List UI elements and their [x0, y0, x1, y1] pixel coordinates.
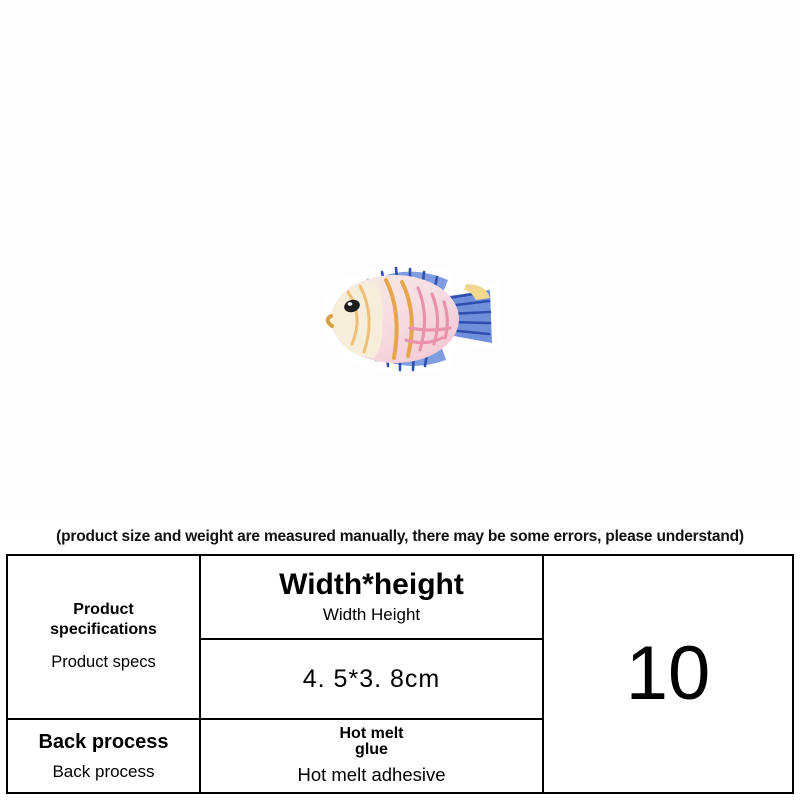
quantity-column — [544, 556, 792, 792]
spec-value-column — [201, 556, 544, 792]
fish-patch-svg — [290, 240, 510, 410]
spec-table — [6, 554, 794, 794]
back-process-value-translation: Hot melt adhesive — [297, 764, 446, 785]
spec-label-column — [8, 556, 201, 792]
back-process-value-line2: glue — [355, 741, 388, 758]
quantity-value: 10 — [625, 631, 711, 716]
back-process-value-line1: Hot melt — [339, 725, 404, 742]
size-header-main: Width*height — [279, 568, 464, 602]
back-process-label-translation: Back process — [52, 761, 155, 781]
product-spec-label-line2: specifications — [50, 621, 157, 639]
row-back-process-label — [8, 718, 199, 792]
size-header — [201, 556, 542, 640]
fish-patch-image — [290, 240, 510, 410]
row-size-values — [201, 556, 542, 718]
size-header-sub: Width Height — [322, 604, 421, 624]
size-value: 4. 5*3. 8cm — [302, 664, 441, 693]
product-spec-label-line1: Product — [73, 600, 134, 618]
row-product-specifications-label — [8, 556, 199, 718]
back-process-label: Back process — [38, 730, 169, 753]
measurement-disclaimer: (product size and weight are measured manually, there may be some errors, please understand) — [56, 528, 744, 545]
row-back-process-value — [201, 718, 542, 792]
product-spec-label-translation: Product specs — [51, 652, 156, 671]
